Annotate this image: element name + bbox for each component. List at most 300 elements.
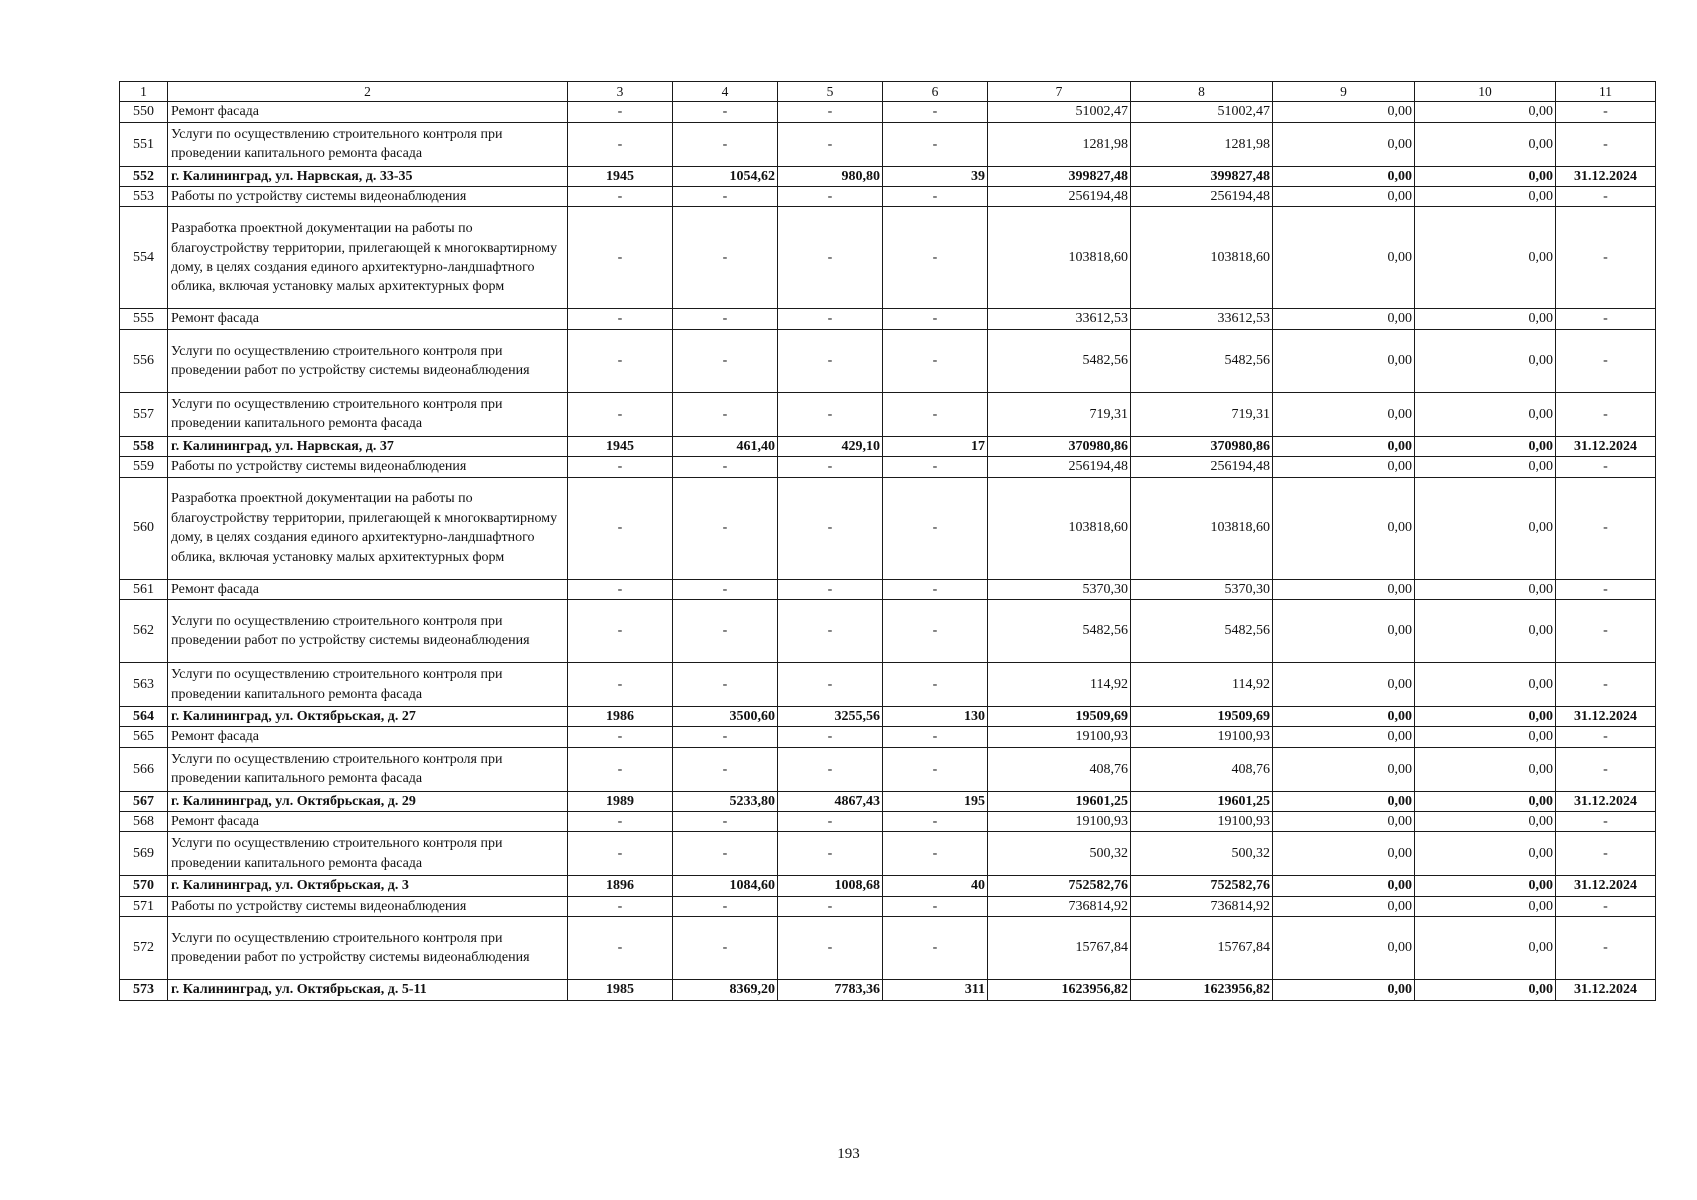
column-header: 8 — [1131, 82, 1273, 102]
col-3-value: - — [568, 663, 673, 707]
col-5-value: 429,10 — [778, 436, 883, 456]
col-4-value: - — [673, 102, 778, 122]
col-8-value: 19509,69 — [1131, 707, 1273, 727]
col-7-value: 5370,30 — [988, 579, 1131, 599]
col-3-value: - — [568, 309, 673, 329]
col-5-value: - — [778, 187, 883, 207]
col-9-value: 0,00 — [1273, 309, 1415, 329]
row-number: 550 — [120, 102, 168, 122]
col-5-value: - — [778, 663, 883, 707]
row-description: Ремонт фасада — [168, 309, 568, 329]
col-4-value: - — [673, 579, 778, 599]
row-description: г. Калининград, ул. Октябрьская, д. 5-11 — [168, 980, 568, 1000]
col-8-value: 33612,53 — [1131, 309, 1273, 329]
col-11-value: - — [1556, 600, 1656, 663]
col-6-value: 39 — [883, 166, 988, 186]
table-row — [120, 812, 1656, 832]
col-5-value: - — [778, 329, 883, 392]
col-4-value: 1084,60 — [673, 876, 778, 896]
col-11-value: - — [1556, 663, 1656, 707]
row-description: г. Калининград, ул. Нарвская, д. 37 — [168, 436, 568, 456]
row-number: 559 — [120, 457, 168, 477]
col-10-value: 0,00 — [1415, 917, 1556, 980]
col-10-value: 0,00 — [1415, 166, 1556, 186]
col-10-value: 0,00 — [1415, 812, 1556, 832]
col-9-value: 0,00 — [1273, 600, 1415, 663]
col-3-value: - — [568, 832, 673, 876]
col-3-value: 1945 — [568, 436, 673, 456]
col-9-value: 0,00 — [1273, 457, 1415, 477]
col-7-value: 256194,48 — [988, 457, 1131, 477]
row-number: 567 — [120, 791, 168, 811]
col-7-value: 1281,98 — [988, 122, 1131, 166]
col-11-value: - — [1556, 917, 1656, 980]
col-10-value: 0,00 — [1415, 457, 1556, 477]
table-row — [120, 579, 1656, 599]
col-4-value: 3500,60 — [673, 707, 778, 727]
col-8-value: 256194,48 — [1131, 187, 1273, 207]
col-3-value: 1986 — [568, 707, 673, 727]
col-3-value: - — [568, 896, 673, 916]
col-6-value: - — [883, 896, 988, 916]
col-10-value: 0,00 — [1415, 727, 1556, 747]
col-11-value: - — [1556, 832, 1656, 876]
col-8-value: 19100,93 — [1131, 727, 1273, 747]
col-8-value: 19601,25 — [1131, 791, 1273, 811]
col-9-value: 0,00 — [1273, 707, 1415, 727]
col-11-value: - — [1556, 896, 1656, 916]
row-number: 572 — [120, 917, 168, 980]
col-3-value: - — [568, 477, 673, 579]
col-8-value: 19100,93 — [1131, 812, 1273, 832]
col-3-value: 1945 — [568, 166, 673, 186]
row-number: 571 — [120, 896, 168, 916]
table-row-address — [120, 980, 1656, 1000]
col-4-value: - — [673, 187, 778, 207]
col-5-value: - — [778, 917, 883, 980]
table-row — [120, 102, 1656, 122]
row-number: 556 — [120, 329, 168, 392]
col-4-value: - — [673, 393, 778, 437]
column-header: 1 — [120, 82, 168, 102]
col-7-value: 103818,60 — [988, 477, 1131, 579]
table-row — [120, 917, 1656, 980]
col-6-value: - — [883, 457, 988, 477]
col-4-value: - — [673, 477, 778, 579]
col-4-value: - — [673, 896, 778, 916]
col-4-value: 461,40 — [673, 436, 778, 456]
col-4-value: - — [673, 832, 778, 876]
col-6-value: - — [883, 309, 988, 329]
row-description: г. Калининград, ул. Октябрьская, д. 3 — [168, 876, 568, 896]
col-5-value: 4867,43 — [778, 791, 883, 811]
col-10-value: 0,00 — [1415, 791, 1556, 811]
col-3-value: - — [568, 207, 673, 309]
col-10-value: 0,00 — [1415, 187, 1556, 207]
col-7-value: 1623956,82 — [988, 980, 1131, 1000]
col-10-value: 0,00 — [1415, 896, 1556, 916]
col-9-value: 0,00 — [1273, 207, 1415, 309]
col-4-value: 8369,20 — [673, 980, 778, 1000]
col-10-value: 0,00 — [1415, 747, 1556, 791]
row-description: Услуги по осуществлению строительного контроля при проведении капитального ремонта фасада — [168, 747, 568, 791]
row-number: 569 — [120, 832, 168, 876]
col-3-value: 1985 — [568, 980, 673, 1000]
col-5-value: 980,80 — [778, 166, 883, 186]
table-row — [120, 122, 1656, 166]
column-header: 3 — [568, 82, 673, 102]
col-6-value: - — [883, 812, 988, 832]
col-9-value: 0,00 — [1273, 122, 1415, 166]
col-11-value: 31.12.2024 — [1556, 876, 1656, 896]
table-row — [120, 457, 1656, 477]
col-6-value: 40 — [883, 876, 988, 896]
table-row-address — [120, 166, 1656, 186]
row-number: 551 — [120, 122, 168, 166]
col-11-value: 31.12.2024 — [1556, 707, 1656, 727]
row-description: Работы по устройству системы видеонаблюдения — [168, 896, 568, 916]
table-row — [120, 896, 1656, 916]
col-9-value: 0,00 — [1273, 329, 1415, 392]
col-6-value: - — [883, 477, 988, 579]
col-8-value: 5370,30 — [1131, 579, 1273, 599]
row-description: Ремонт фасада — [168, 812, 568, 832]
table-row — [120, 393, 1656, 437]
col-9-value: 0,00 — [1273, 812, 1415, 832]
row-description: Ремонт фасада — [168, 102, 568, 122]
row-number: 562 — [120, 600, 168, 663]
row-description: Услуги по осуществлению строительного контроля при проведении капитального ремонта фасада — [168, 832, 568, 876]
col-3-value: - — [568, 579, 673, 599]
table-row — [120, 663, 1656, 707]
col-5-value: 7783,36 — [778, 980, 883, 1000]
col-11-value: 31.12.2024 — [1556, 791, 1656, 811]
col-4-value: - — [673, 917, 778, 980]
col-5-value: - — [778, 896, 883, 916]
col-3-value: - — [568, 393, 673, 437]
col-5-value: - — [778, 102, 883, 122]
table-row — [120, 747, 1656, 791]
col-8-value: 1281,98 — [1131, 122, 1273, 166]
col-4-value: - — [673, 309, 778, 329]
col-11-value: - — [1556, 393, 1656, 437]
col-4-value: - — [673, 207, 778, 309]
col-7-value: 19100,93 — [988, 812, 1131, 832]
col-5-value: 3255,56 — [778, 707, 883, 727]
col-3-value: - — [568, 600, 673, 663]
col-3-value: - — [568, 457, 673, 477]
col-8-value: 5482,56 — [1131, 329, 1273, 392]
col-6-value: - — [883, 579, 988, 599]
column-header: 10 — [1415, 82, 1556, 102]
col-6-value: 130 — [883, 707, 988, 727]
col-11-value: - — [1556, 457, 1656, 477]
col-5-value: - — [778, 309, 883, 329]
row-number: 558 — [120, 436, 168, 456]
col-8-value: 15767,84 — [1131, 917, 1273, 980]
row-description: Ремонт фасада — [168, 579, 568, 599]
col-9-value: 0,00 — [1273, 876, 1415, 896]
col-8-value: 500,32 — [1131, 832, 1273, 876]
col-4-value: - — [673, 329, 778, 392]
col-11-value: - — [1556, 812, 1656, 832]
col-9-value: 0,00 — [1273, 436, 1415, 456]
column-header: 4 — [673, 82, 778, 102]
col-5-value: - — [778, 579, 883, 599]
col-5-value: 1008,68 — [778, 876, 883, 896]
col-7-value: 15767,84 — [988, 917, 1131, 980]
col-6-value: - — [883, 187, 988, 207]
col-7-value: 408,76 — [988, 747, 1131, 791]
col-3-value: - — [568, 122, 673, 166]
table-row — [120, 727, 1656, 747]
col-11-value: - — [1556, 187, 1656, 207]
table-row-address — [120, 876, 1656, 896]
col-9-value: 0,00 — [1273, 579, 1415, 599]
col-5-value: - — [778, 457, 883, 477]
col-7-value: 5482,56 — [988, 600, 1131, 663]
col-4-value: - — [673, 812, 778, 832]
col-10-value: 0,00 — [1415, 207, 1556, 309]
col-11-value: - — [1556, 329, 1656, 392]
col-3-value: - — [568, 747, 673, 791]
col-9-value: 0,00 — [1273, 102, 1415, 122]
col-9-value: 0,00 — [1273, 187, 1415, 207]
col-3-value: - — [568, 102, 673, 122]
col-5-value: - — [778, 812, 883, 832]
col-7-value: 19100,93 — [988, 727, 1131, 747]
col-6-value: - — [883, 102, 988, 122]
column-number-row — [120, 82, 1656, 102]
col-4-value: - — [673, 747, 778, 791]
col-11-value: 31.12.2024 — [1556, 980, 1656, 1000]
table-row — [120, 309, 1656, 329]
col-8-value: 1623956,82 — [1131, 980, 1273, 1000]
col-7-value: 5482,56 — [988, 329, 1131, 392]
row-number: 564 — [120, 707, 168, 727]
works-table — [119, 81, 1656, 1001]
col-9-value: 0,00 — [1273, 896, 1415, 916]
col-7-value: 256194,48 — [988, 187, 1131, 207]
row-number: 555 — [120, 309, 168, 329]
row-number: 573 — [120, 980, 168, 1000]
col-11-value: - — [1556, 727, 1656, 747]
col-7-value: 103818,60 — [988, 207, 1131, 309]
col-3-value: - — [568, 187, 673, 207]
column-header: 5 — [778, 82, 883, 102]
col-8-value: 103818,60 — [1131, 207, 1273, 309]
row-description: Ремонт фасада — [168, 727, 568, 747]
row-number: 568 — [120, 812, 168, 832]
col-9-value: 0,00 — [1273, 832, 1415, 876]
col-4-value: - — [673, 457, 778, 477]
table-row-address — [120, 436, 1656, 456]
col-10-value: 0,00 — [1415, 832, 1556, 876]
col-6-value: - — [883, 832, 988, 876]
col-9-value: 0,00 — [1273, 747, 1415, 791]
col-9-value: 0,00 — [1273, 663, 1415, 707]
row-description: Работы по устройству системы видеонаблюдения — [168, 187, 568, 207]
col-9-value: 0,00 — [1273, 917, 1415, 980]
row-number: 552 — [120, 166, 168, 186]
col-9-value: 0,00 — [1273, 980, 1415, 1000]
col-8-value: 752582,76 — [1131, 876, 1273, 896]
col-7-value: 752582,76 — [988, 876, 1131, 896]
col-7-value: 51002,47 — [988, 102, 1131, 122]
col-3-value: - — [568, 812, 673, 832]
col-6-value: - — [883, 122, 988, 166]
row-number: 554 — [120, 207, 168, 309]
col-5-value: - — [778, 207, 883, 309]
col-11-value: 31.12.2024 — [1556, 166, 1656, 186]
col-5-value: - — [778, 747, 883, 791]
row-number: 565 — [120, 727, 168, 747]
col-9-value: 0,00 — [1273, 393, 1415, 437]
row-description: Работы по устройству системы видеонаблюдения — [168, 457, 568, 477]
col-10-value: 0,00 — [1415, 122, 1556, 166]
row-description: Услуги по осуществлению строительного контроля при проведении работ по устройству системы видеонаблюдения — [168, 329, 568, 392]
row-number: 566 — [120, 747, 168, 791]
row-description: Услуги по осуществлению строительного контроля при проведении работ по устройству системы видеонаблюдения — [168, 600, 568, 663]
col-6-value: 195 — [883, 791, 988, 811]
row-description: г. Калининград, ул. Нарвская, д. 33-35 — [168, 166, 568, 186]
column-header: 9 — [1273, 82, 1415, 102]
col-11-value: - — [1556, 477, 1656, 579]
col-11-value: - — [1556, 309, 1656, 329]
table-row-address — [120, 707, 1656, 727]
col-9-value: 0,00 — [1273, 791, 1415, 811]
row-number: 561 — [120, 579, 168, 599]
col-7-value: 33612,53 — [988, 309, 1131, 329]
row-description: г. Калининград, ул. Октябрьская, д. 29 — [168, 791, 568, 811]
col-4-value: 1054,62 — [673, 166, 778, 186]
col-9-value: 0,00 — [1273, 477, 1415, 579]
col-5-value: - — [778, 600, 883, 663]
table-row — [120, 477, 1656, 579]
column-header: 11 — [1556, 82, 1656, 102]
col-5-value: - — [778, 832, 883, 876]
col-10-value: 0,00 — [1415, 876, 1556, 896]
col-10-value: 0,00 — [1415, 579, 1556, 599]
col-11-value: - — [1556, 102, 1656, 122]
table-row — [120, 187, 1656, 207]
col-6-value: 311 — [883, 980, 988, 1000]
col-6-value: - — [883, 663, 988, 707]
page-number: 193 — [837, 1146, 860, 1162]
col-7-value: 19509,69 — [988, 707, 1131, 727]
col-8-value: 103818,60 — [1131, 477, 1273, 579]
col-3-value: 1896 — [568, 876, 673, 896]
row-description: Разработка проектной документации на работы по благоустройству территории, прилегающей к многоквартирному дому, в целях создания единого архитектурно-ландшафтного облика, включая установку малых архитектурных форм — [168, 207, 568, 309]
column-header: 7 — [988, 82, 1131, 102]
col-11-value: - — [1556, 207, 1656, 309]
col-4-value: - — [673, 727, 778, 747]
row-description: Услуги по осуществлению строительного контроля при проведении капитального ремонта фасада — [168, 663, 568, 707]
col-10-value: 0,00 — [1415, 663, 1556, 707]
col-10-value: 0,00 — [1415, 600, 1556, 663]
row-number: 557 — [120, 393, 168, 437]
col-7-value: 719,31 — [988, 393, 1131, 437]
col-5-value: - — [778, 122, 883, 166]
col-7-value: 19601,25 — [988, 791, 1131, 811]
col-10-value: 0,00 — [1415, 102, 1556, 122]
col-5-value: - — [778, 727, 883, 747]
row-number: 563 — [120, 663, 168, 707]
col-10-value: 0,00 — [1415, 329, 1556, 392]
column-header: 2 — [168, 82, 568, 102]
table-row — [120, 832, 1656, 876]
col-4-value: 5233,80 — [673, 791, 778, 811]
col-8-value: 5482,56 — [1131, 600, 1273, 663]
col-10-value: 0,00 — [1415, 393, 1556, 437]
row-number: 553 — [120, 187, 168, 207]
col-8-value: 370980,86 — [1131, 436, 1273, 456]
col-4-value: - — [673, 122, 778, 166]
col-10-value: 0,00 — [1415, 707, 1556, 727]
col-4-value: - — [673, 600, 778, 663]
col-6-value: - — [883, 600, 988, 663]
row-description: Услуги по осуществлению строительного контроля при проведении работ по устройству системы видеонаблюдения — [168, 917, 568, 980]
col-7-value: 500,32 — [988, 832, 1131, 876]
col-8-value: 399827,48 — [1131, 166, 1273, 186]
col-9-value: 0,00 — [1273, 166, 1415, 186]
col-7-value: 114,92 — [988, 663, 1131, 707]
col-6-value: 17 — [883, 436, 988, 456]
row-description: Услуги по осуществлению строительного контроля при проведении капитального ремонта фасада — [168, 122, 568, 166]
col-7-value: 736814,92 — [988, 896, 1131, 916]
col-3-value: - — [568, 917, 673, 980]
col-8-value: 408,76 — [1131, 747, 1273, 791]
row-description: г. Калининград, ул. Октябрьская, д. 27 — [168, 707, 568, 727]
col-6-value: - — [883, 393, 988, 437]
table-row — [120, 600, 1656, 663]
col-11-value: 31.12.2024 — [1556, 436, 1656, 456]
col-8-value: 256194,48 — [1131, 457, 1273, 477]
col-8-value: 736814,92 — [1131, 896, 1273, 916]
col-10-value: 0,00 — [1415, 309, 1556, 329]
col-10-value: 0,00 — [1415, 980, 1556, 1000]
col-7-value: 399827,48 — [988, 166, 1131, 186]
col-10-value: 0,00 — [1415, 477, 1556, 579]
col-9-value: 0,00 — [1273, 727, 1415, 747]
col-8-value: 114,92 — [1131, 663, 1273, 707]
table-row-address — [120, 791, 1656, 811]
col-6-value: - — [883, 329, 988, 392]
col-6-value: - — [883, 727, 988, 747]
col-11-value: - — [1556, 122, 1656, 166]
row-number: 570 — [120, 876, 168, 896]
col-8-value: 51002,47 — [1131, 102, 1273, 122]
col-7-value: 370980,86 — [988, 436, 1131, 456]
col-4-value: - — [673, 663, 778, 707]
row-number: 560 — [120, 477, 168, 579]
row-description: Разработка проектной документации на работы по благоустройству территории, прилегающей к многоквартирному дому, в целях создания единого архитектурно-ландшафтного облика, включая установку малых архитектурных форм — [168, 477, 568, 579]
row-description: Услуги по осуществлению строительного контроля при проведении капитального ремонта фасада — [168, 393, 568, 437]
col-6-value: - — [883, 747, 988, 791]
col-3-value: - — [568, 329, 673, 392]
table-row — [120, 207, 1656, 309]
col-6-value: - — [883, 207, 988, 309]
column-header: 6 — [883, 82, 988, 102]
col-5-value: - — [778, 477, 883, 579]
col-8-value: 719,31 — [1131, 393, 1273, 437]
col-3-value: 1989 — [568, 791, 673, 811]
table-row — [120, 329, 1656, 392]
col-11-value: - — [1556, 579, 1656, 599]
col-6-value: - — [883, 917, 988, 980]
col-3-value: - — [568, 727, 673, 747]
col-11-value: - — [1556, 747, 1656, 791]
